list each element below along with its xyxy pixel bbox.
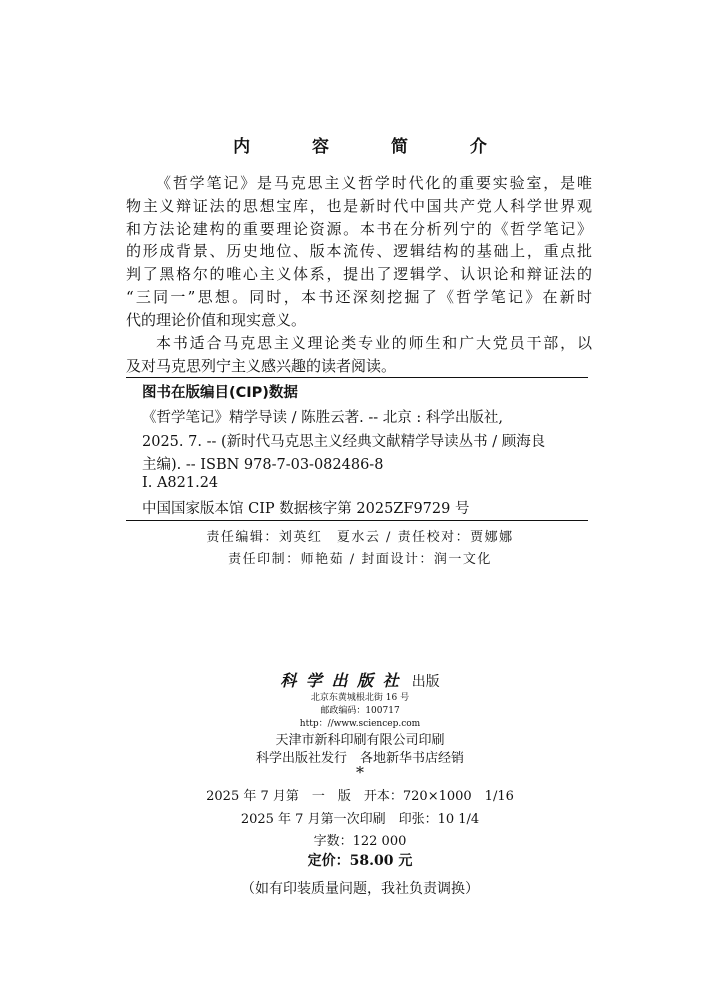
summary-line: 判了黑格尔的唯心主义体系，提出了逻辑学、认识论和辩证法的	[126, 265, 592, 284]
cip-line: 2025. 7. -- (新时代马克思主义经典文献精学导读丛书 / 顾海良	[142, 434, 546, 450]
publisher-logo: 科 学 出 版 社	[280, 671, 401, 690]
word-count: 字数：122 000	[313, 834, 407, 849]
summary-line: 《哲学笔记》是马克思主义哲学时代化的重要实验室，是唯	[156, 174, 592, 192]
summary-paragraph	[126, 172, 592, 332]
quality-notice: （如有印装质量问题，我社负责调换）	[241, 881, 479, 897]
printer: 天津市新科印刷有限公司印刷	[275, 733, 445, 748]
page-title: 内 容 简 介	[233, 137, 515, 157]
summary-line: 代的理论价值和现实意义。	[126, 310, 307, 329]
cip-number: 中国国家版本馆 CIP 数据核字第 2025ZF9729 号	[142, 501, 470, 517]
production-credit: 责任印制：师艳茹 / 封面设计：润一文化	[228, 552, 492, 567]
distribution: 科学出版社发行 各地新华书店经销	[255, 751, 464, 766]
summary-line: 物主义辩证法的思想宝库，也是新时代中国共产党人科学世界观	[126, 196, 592, 215]
cip-classification: Ⅰ. A821.24	[142, 475, 219, 491]
cip-line: 《哲学笔记》精学导读 / 陈胜云著. -- 北京 : 科学出版社,	[142, 410, 503, 426]
audience-line: 本书适合马克思主义理论类专业的师生和广大党员干部，以	[156, 334, 592, 352]
summary-line: 的形成背景、历史地位、版本流传、逻辑结构的基础上，重点批	[126, 242, 592, 261]
divider	[126, 377, 588, 378]
price: 定价：58.00 元	[307, 853, 413, 869]
cip-line: 主编). -- ISBN 978-7-03-082486-8	[142, 457, 384, 473]
cip-heading: 图书在版编目(CIP)数据	[142, 385, 298, 401]
printing-line: 2025 年 7 月第一次印刷 印张：10 1/4	[240, 812, 480, 827]
audience-line: 及对马克思列宁主义感兴趣的读者阅读。	[126, 356, 397, 375]
publisher-url: http：//www.sciencep.com	[299, 719, 421, 729]
editors-credit: 责任编辑：刘英红 夏水云 / 责任校对：贾娜娜	[206, 530, 514, 545]
publisher-address: 北京东黄城根北街 16 号	[310, 693, 410, 703]
publish-action: 出版	[411, 674, 440, 690]
audience-paragraph	[126, 332, 592, 378]
publisher-postcode: 邮政编码：100717	[320, 706, 400, 716]
publisher-line	[0, 668, 720, 691]
edition-line: 2025 年 7 月第 一 版 开本：720×1000 1/16	[206, 789, 514, 804]
separator-star: *	[356, 763, 364, 782]
divider	[126, 520, 588, 521]
summary-line: 和方法论建构的重要理论资源。本书在分析列宁的《哲学笔记》	[126, 219, 592, 238]
summary-line: “三同一”思想。同时，本书还深刻挖掘了《哲学笔记》在新时	[126, 287, 592, 306]
